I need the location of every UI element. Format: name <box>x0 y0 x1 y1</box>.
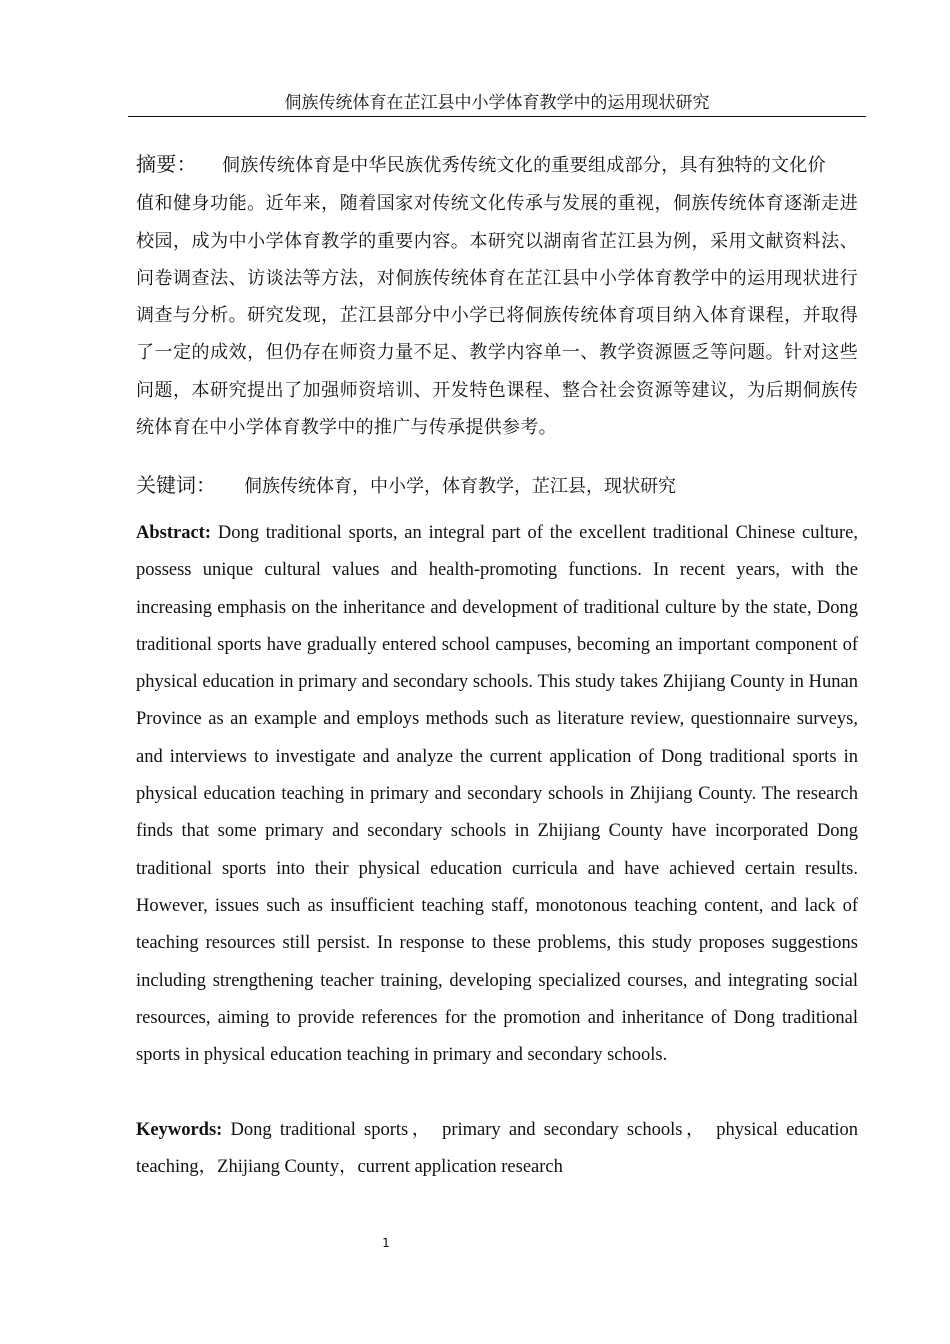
chinese-keywords <box>136 468 858 504</box>
page-number: 1 <box>382 1236 390 1250</box>
english-abstract-label: Abstract: <box>136 523 212 543</box>
running-header-title: 侗族传统体育在芷江县中小学体育教学中的运用现状研究 <box>284 93 710 113</box>
english-keywords <box>136 1112 858 1187</box>
chinese-keywords-label: 关键词： <box>136 473 216 497</box>
chinese-abstract-text: 值和健身功能。近年来，随着国家对传统文化传承与发展的重视，侗族传统体育逐渐走进校园，成为中小学体育教学的重要内容。本研究以湖南省芷江县为例，采用文献资料法、问卷调查法、访谈法等方法，对侗族传统体育在芷江县中小学体育教学中的运用现状进行调查与分析。研究发现，芷江县部分中小学已将侗族传统体育项目纳入体育课程，并取得了一定的成效，但仍存在师资力量不足、教学内容单一、教学资源匮乏等问题。针对这些问题，本研究提出了加强师资培训、开发特色课程、整合社会资源等建议，为后期侗族传统体育在中小学体育教学中的推广与传承提供参考。 <box>136 193 858 439</box>
english-keywords-label: Keywords: <box>136 1120 223 1140</box>
chinese-keywords-text: 侗族传统体育，中小学，体育教学，芷江县，现状研究 <box>244 476 676 497</box>
chinese-abstract-first-line <box>136 146 858 184</box>
chinese-abstract-text-start: 侗族传统体育是中华民族优秀传统文化的重要组成部分，具有独特的文化价 <box>222 155 826 176</box>
english-abstract-text: Dong traditional sports, an integral part of the excellent traditional Chinese culture, possess unique cultural values and health-promoting functions. In recent years, with the increasing emphasis on the inheritance and development of traditional culture by the state, Dong traditional sports have gradually entered school campuses, becoming an important component of physical education in primary and secondary schools. This study takes Zhijiang County in Hunan Province as an example and employs methods such as literature review, questionnaire surveys, and interviews to investigate and analyze the current application of Dong traditional sports in physical education teaching in primary and secondary schools in Zhijiang County. The research finds that some primary and secondary schools in Zhijiang County have incorporated Dong traditional sports into their physical education curricula and have achieved certain results. However, issues such as insufficient teaching staff, monotonous teaching content, and lack of teaching resources still persist. In response to these problems, this study proposes suggestions including strengthening teacher training, developing specialized courses, and integrating social resources, aiming to provide references for the promotion and inheritance of Dong traditional sports in physical education teaching in primary and secondary schools. <box>136 523 859 1066</box>
english-keywords-text: Dong traditional sports， primary and secondary schools， physical education teaching，Zhijiang County，current application research <box>136 1120 858 1178</box>
english-abstract <box>136 515 858 1074</box>
header-rule <box>128 116 866 117</box>
chinese-abstract <box>136 146 858 446</box>
chinese-abstract-label: 摘要： <box>136 152 197 176</box>
